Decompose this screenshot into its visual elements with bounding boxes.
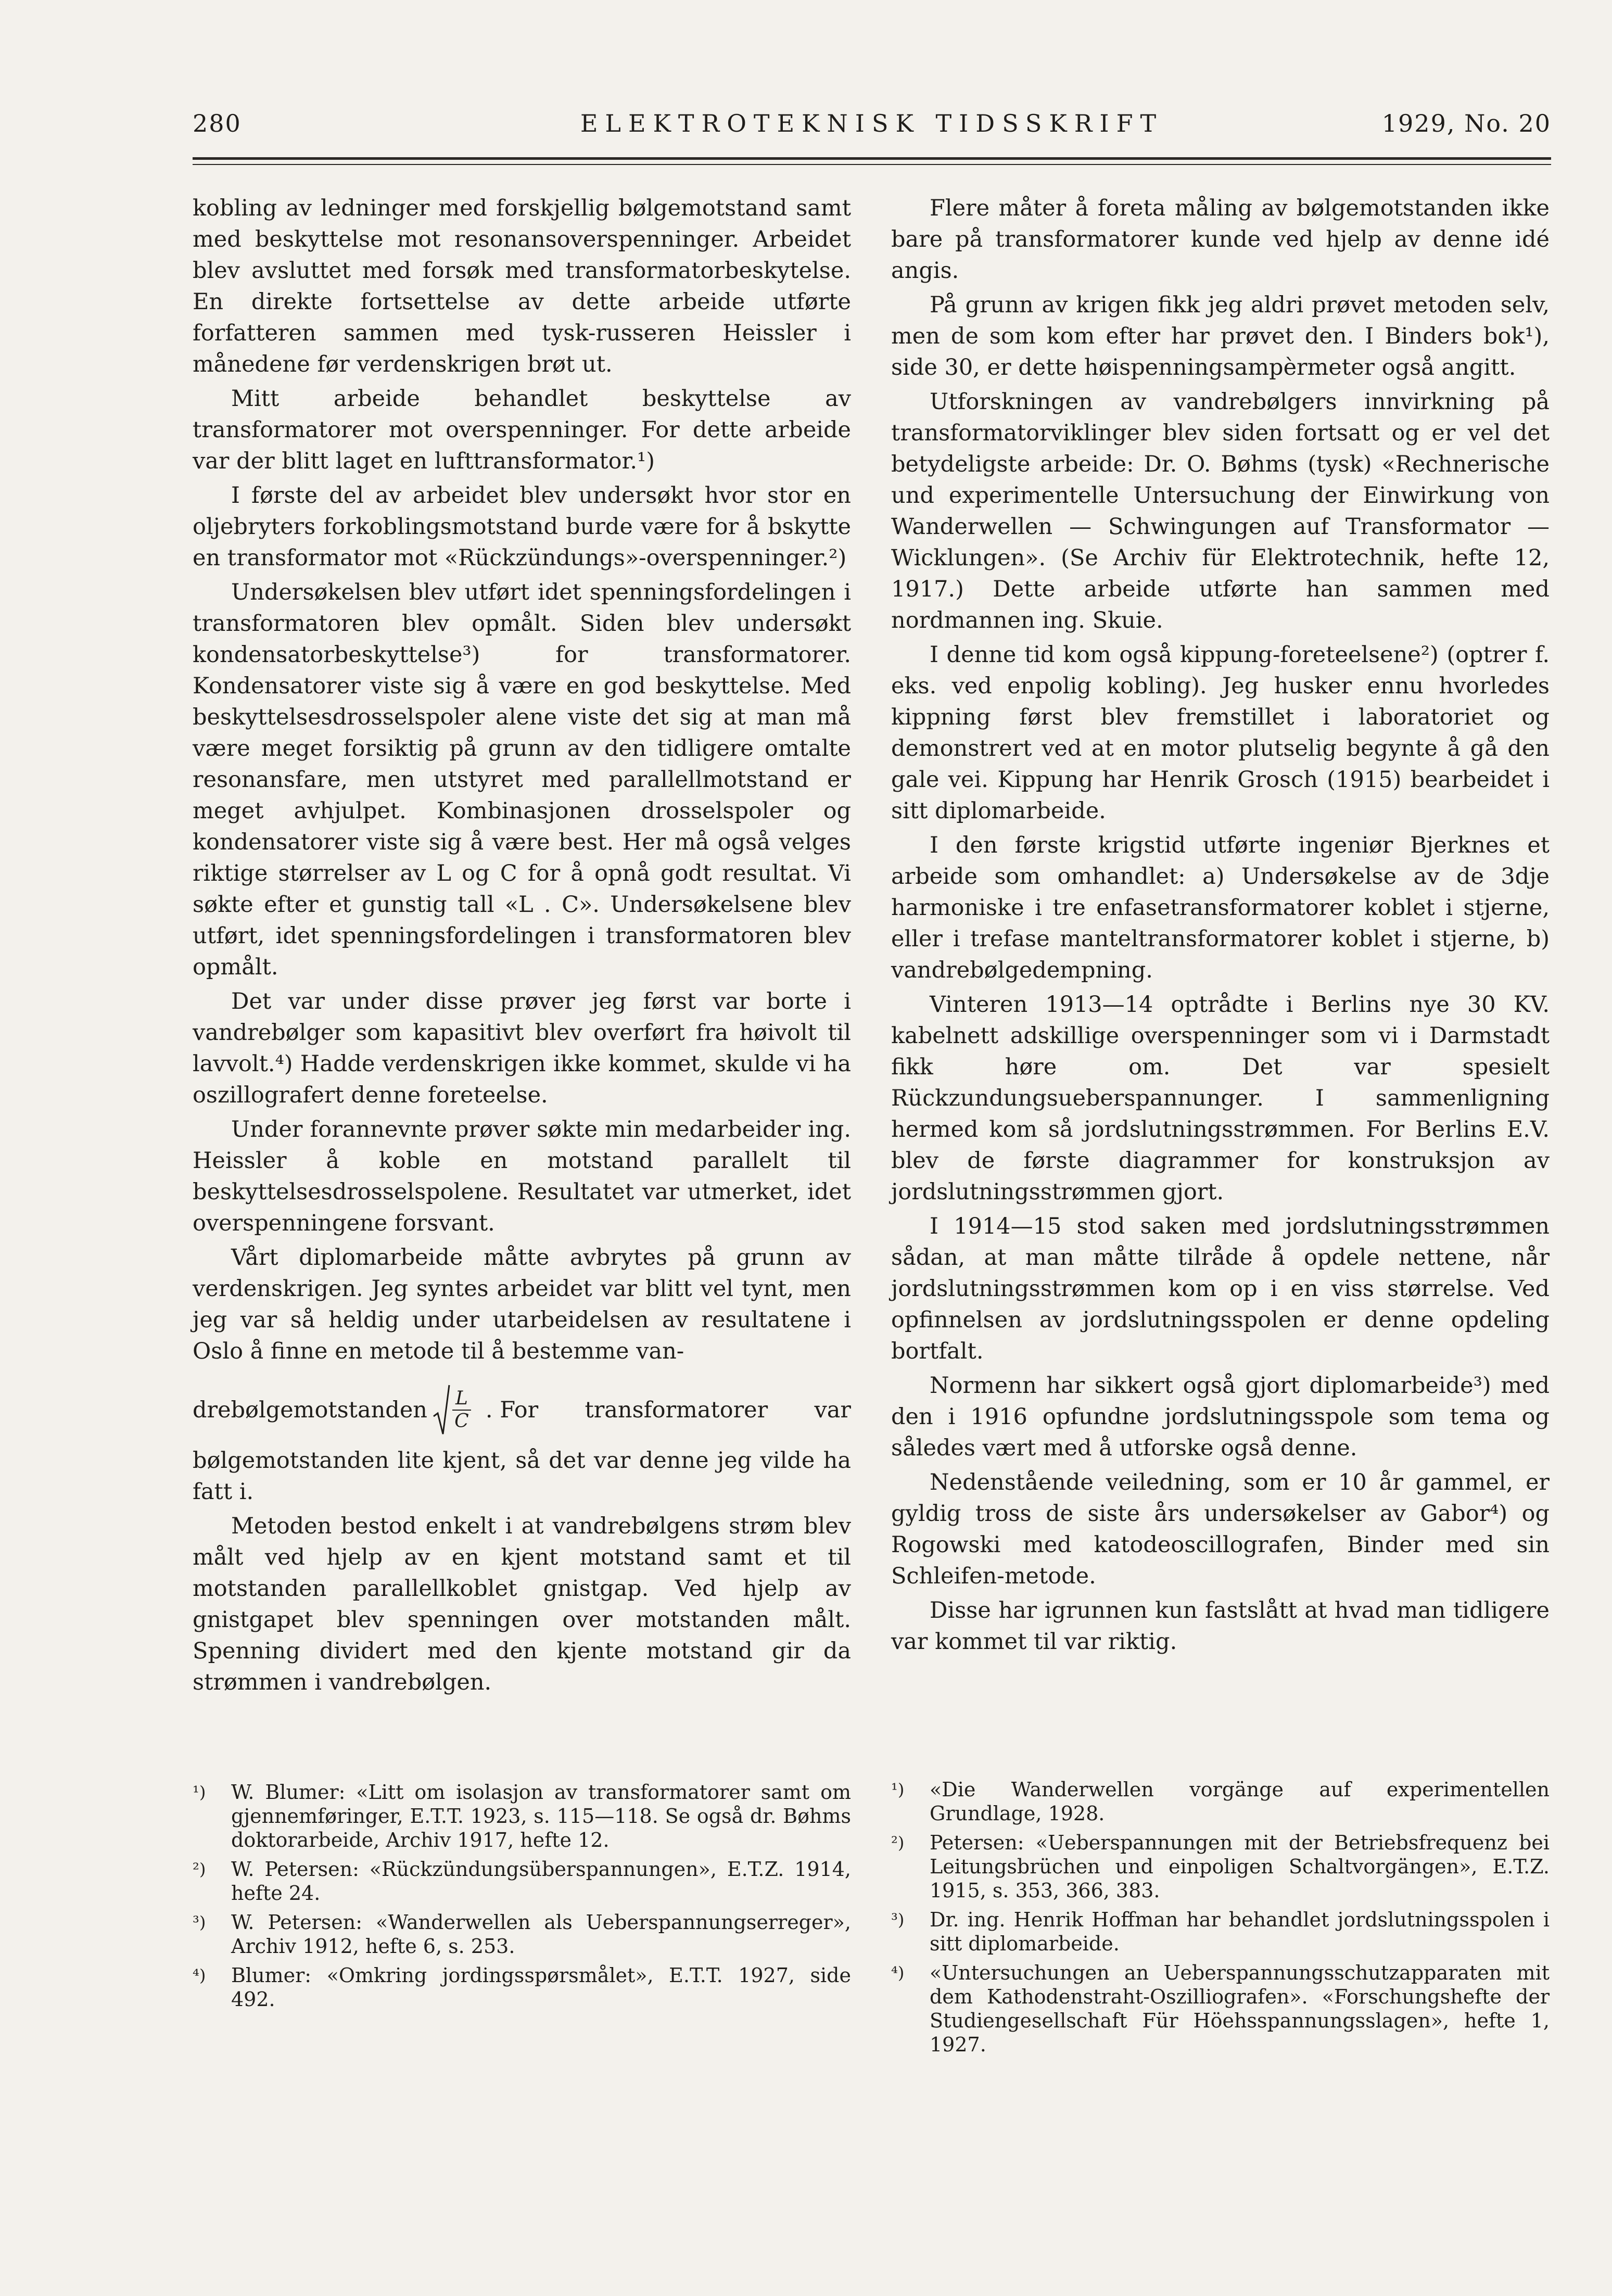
formula-lead-text: drebølgemotstanden — [193, 1397, 427, 1423]
footnote — [193, 1963, 851, 2011]
footnotes-right — [891, 1778, 1550, 2062]
page-number: 280 — [193, 109, 242, 137]
radical-sign-icon — [433, 1384, 450, 1436]
footnote — [891, 1831, 1550, 1902]
formula-line — [193, 1381, 851, 1439]
paragraph: Vinteren 1913—14 optrådte i Berlins nye 30 KV. kabelnett adskillige overspenninger som vi i Darmstadt fikk høre om. Det var spesielt Rückzundungsueberspannunger. I sammenligning hermed kom så jordslutningsstrømmen. For Berlins E.V. blev de første diagrammer for konstruksjon av jordslutningsstrømmen gjort. — [891, 992, 1550, 1205]
formula-trailing-text — [486, 1394, 851, 1426]
paragraph: Metoden bestod enkelt i at vandrebølgens strøm blev målt ved hjelp av en kjent motstand samt et til motstanden parallellkoblet gnistgap. Ved hjelp av gnistgapet blev spenningen over motstanden målt. Spenning dividert med den kjente motstand gir da strømmen i vandrebølgen. — [193, 1513, 851, 1695]
footnote-text: W. Petersen: «Rückzündungsüberspannungen», E.T.Z. 1914, hefte 24. — [231, 1858, 851, 1905]
footnotes-left — [193, 1780, 851, 2016]
paragraph: Utforskningen av vandrebølgers innvirkning på transformatorviklinger blev siden fortsatt og er vel det betydeligste arbeide: Dr. O. Bøhms (tysk) «Rechnerische und experimentelle Untersuchung der Einwirkung von Wanderwellen — Schwingungen auf Transformator — Wicklungen». (Se Archiv für Elektrotechnik, hefte 12, 1917.) Dette arbeide utførte han sammen med nordmannen ing. Skuie. — [891, 389, 1550, 633]
footnote — [193, 1780, 851, 1852]
paragraph: I denne tid kom også kippung-foreteelsene²) (optrer f. eks. ved enpolig kobling). Jeg husker ennu hvorledes kippning først blev fremstillet i laboratoriet og demonstrert ved at en motor plutselig begynte å gå den gale vei. Kippung har Henrik Grosch (1915) bearbeidet i sitt diplomarbeide. — [891, 642, 1550, 824]
formula-word: . For — [485, 1397, 539, 1423]
paragraph: Mitt arbeide behandlet beskyttelse av transformatorer mot overspenninger. For dette arbeide var der blitt laget en lufttransformator.¹) — [193, 386, 851, 474]
fraction-numerator: L — [452, 1388, 471, 1411]
footnote-mark: ³) — [891, 1910, 905, 1930]
fraction — [452, 1388, 471, 1432]
footnote-mark: ¹) — [193, 1782, 206, 1802]
footnote-text: Blumer: «Omkring jordingsspørsmålet», E.T.T. 1927, side 492. — [231, 1964, 851, 2011]
footnote-mark: ²) — [891, 1833, 905, 1853]
header-rule-thick — [193, 157, 1551, 160]
paragraph: Flere måter å foreta måling av bølgemotstanden ikke bare på transformatorer kunde ved hjelp av denne idé angis. — [891, 195, 1550, 284]
footnote-mark: ¹) — [891, 1780, 905, 1799]
footnote-mark: ³) — [193, 1912, 206, 1932]
paragraph: Undersøkelsen blev utført idet spenningsfordelingen i transformatoren blev opmålt. Siden blev undersøkt kondensatorbeskyttelse³) for transformatorer. Kondensatorer viste sig å være en god beskyttelse. Med beskyttelsesdrosselspoler alene viste det sig at man må være meget forsiktig på grunn av den tidligere omtalte resonansfare, men utstyret med parallellmotstand er meget avhjulpet. Kombinasjonen drosselspoler og kondensatorer viste sig å være best. Her må også velges riktige størrelser av L og C for å opnå godt resultat. Vi søkte efter et gunstig tall «L . C». Undersøkelsene blev utført, idet spenningsfordelingen i transformatoren blev opmålt. — [193, 579, 851, 980]
square-root-formula — [433, 1381, 471, 1439]
footnote-text: W. Petersen: «Wanderwellen als Ueberspannungserreger», Archiv 1912, hefte 6, s. 253. — [231, 1911, 851, 1958]
paragraph: På grunn av krigen fikk jeg aldri prøvet metoden selv, men de som kom efter har prøvet den. I Binders bok¹), side 30, er dette høispenningsampèrmeter også angitt. — [891, 292, 1550, 380]
footnote — [193, 1857, 851, 1905]
paragraph: I 1914—15 stod saken med jordslutningsstrømmen sådan, at man måtte tilråde å opdele nettene, når jordslutningsstrømmen kom op i en viss størrelse. Ved opfinnelsen av jordslutningsspolen er denne opdeling bortfalt. — [891, 1213, 1550, 1364]
issue-label: 1929, No. 20 — [1381, 109, 1551, 137]
footnote — [193, 1910, 851, 1958]
paragraph: Disse har igrunnen kun fastslått at hvad man tidligere var kommet til var riktig. — [891, 1597, 1550, 1655]
left-column — [193, 193, 851, 1701]
running-header — [193, 109, 1551, 146]
paragraph: Det var under disse prøver jeg først var borte i vandrebølger som kapasitivt blev overført fra høivolt til lavvolt.⁴) Hadde verdenskrigen ikke kommet, skulde vi ha oszillografert denne foreteelse. — [193, 988, 851, 1108]
footnote-text: Dr. ing. Henrik Hoffman har behandlet jordslutningsspolen i sitt diplomarbeide. — [930, 1908, 1550, 1955]
paragraph: bølgemotstanden lite kjent, så det var denne jeg vilde ha fatt i. — [193, 1448, 851, 1505]
header-rule-thin — [193, 164, 1551, 165]
journal-title: ELEKTROTEKNISK TIDSSKRIFT — [580, 109, 1164, 137]
footnote — [891, 1908, 1550, 1956]
footnote-text: W. Blumer: «Litt om isolasjon av transformatorer samt om gjennemføringer, E.T.T. 1923, s. 115—118. Se også dr. Bøhms doktorarbeide, Archiv 1917, hefte 12. — [231, 1781, 851, 1851]
footnote-text: «Die Wanderwellen vorgänge auf experimentellen Grundlage, 1928. — [930, 1778, 1550, 1825]
paragraph: I første del av arbeidet blev undersøkt hvor stor en oljebryters forkoblingsmotstand burde være for å bskytte en transformator mot «Rückzündungs»-overspenninger.²) — [193, 483, 851, 571]
footnote-mark: ²) — [193, 1859, 206, 1879]
footnote-text: Petersen: «Ueberspannungen mit der Betriebsfrequenz bei Leitungsbrüchen und einpoligen Schaltvorgängen», E.T.Z. 1915, s. 353, 366, 383. — [930, 1831, 1550, 1902]
fraction-denominator: C — [454, 1411, 469, 1432]
footnote-mark: ⁴) — [193, 1965, 206, 1985]
paragraph: Nedenstående veiledning, som er 10 år gammel, er gyldig tross de siste års undersøkelser av Gabor⁴) og Rogowski med katodeoscillografen, Binder med sin Schleifen-metode. — [891, 1469, 1550, 1589]
footnote — [891, 1778, 1550, 1825]
formula-word: var — [814, 1397, 851, 1423]
footnote-mark: ⁴) — [891, 1963, 905, 1983]
footnote-text: «Untersuchungen an Ueberspannungsschutzapparaten mit dem Kathodenstraht-Oszilliografen». «Forschungshefte der Studiengesellschaft Für Höehsspannungsslagen», hefte 1, 1927. — [930, 1961, 1550, 2056]
paragraph: I den første krigstid utførte ingeniør Bjerknes et arbeide som omhandlet: a) Undersøkelse av de 3dje harmoniske i tre enfasetransformatorer koblet i stjerne, eller i trefase manteltransformatorer koblet i stjerne, b) vandrebølgedempning. — [891, 832, 1550, 983]
paragraph: kobling av ledninger med forskjellig bølgemotstand samt med beskyttelse mot resonansoverspenninger. Arbeidet blev avsluttet med forsøk med transformatorbeskytelse. En direkte fortsettelse av dette arbeide utførte forfatteren sammen med tysk-russeren Heissler i månedene før verdenskrigen brøt ut. — [193, 195, 851, 377]
formula-word: transformatorer — [585, 1397, 768, 1423]
right-column — [891, 193, 1550, 1660]
footnote — [891, 1961, 1550, 2057]
paragraph: Under forannevnte prøver søkte min medarbeider ing. Heissler å koble en motstand parallelt til beskyttelsesdrosselspolene. Resultatet var utmerket, idet overspenningene forsvant. — [193, 1117, 851, 1236]
paragraph: Normenn har sikkert også gjort diplomarbeide³) med den i 1916 opfundne jordslutningsspole som tema og således vært med å utforske også denne. — [891, 1373, 1550, 1461]
paragraph: Vårt diplomarbeide måtte avbrytes på grunn av verdenskrigen. Jeg syntes arbeidet var blitt vel tynt, men jeg var så heldig under utarbeidelsen av resultatene i Oslo å finne en metode til å bestemme van- — [193, 1245, 851, 1364]
